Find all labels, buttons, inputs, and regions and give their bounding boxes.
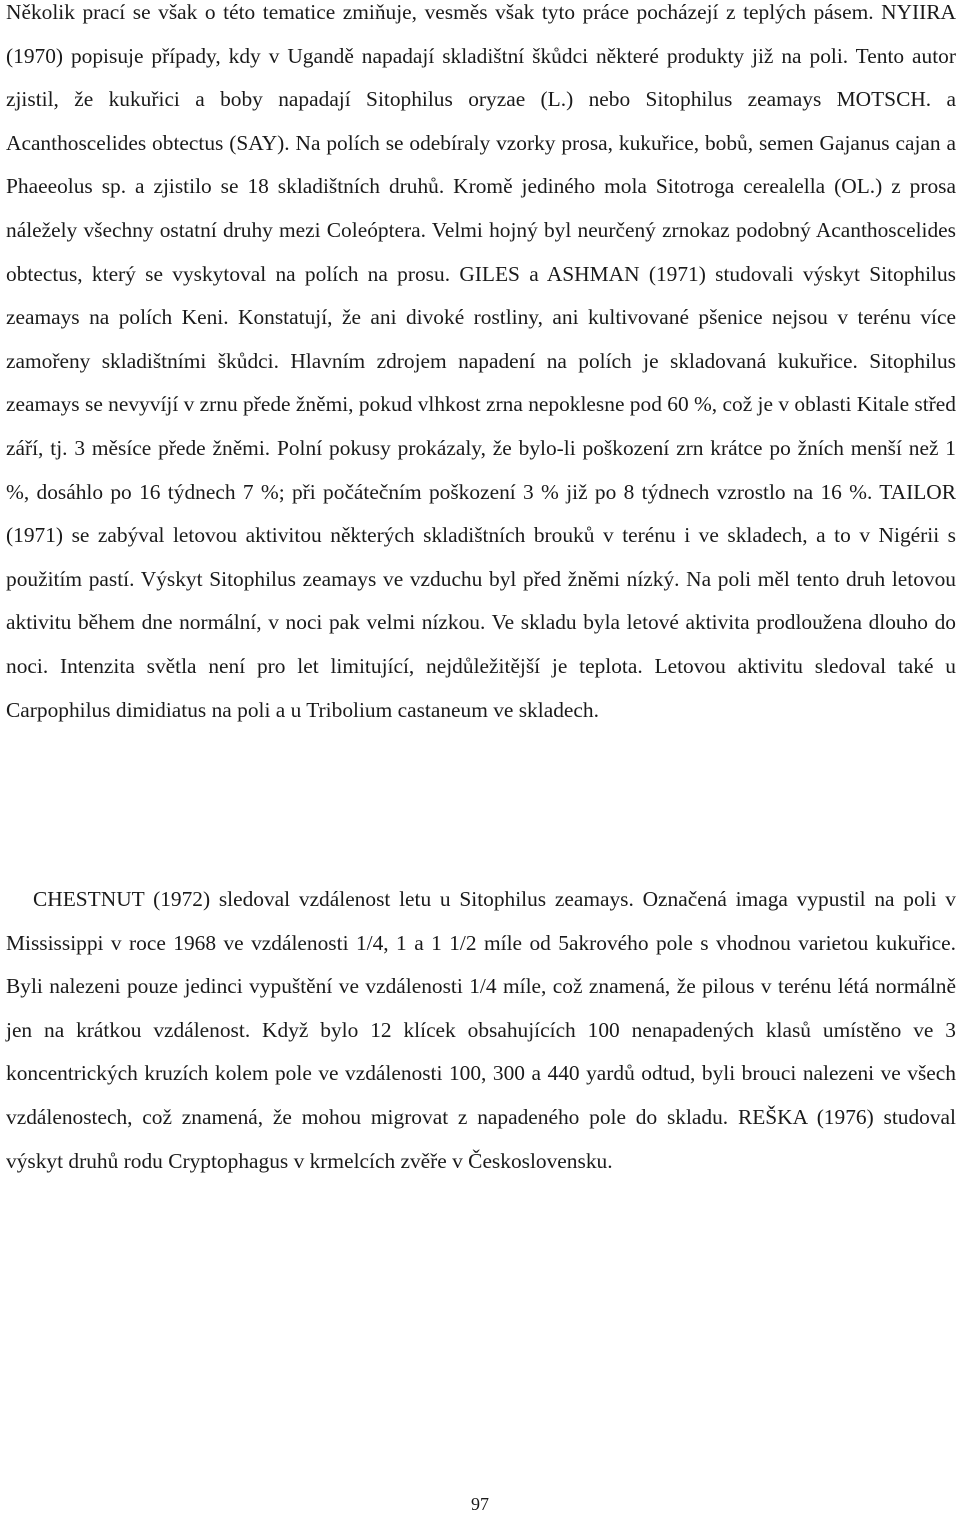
- body-paragraph-1: Několik prací se však o této tematice zmiňuje, vesměs však tyto práce pocházejí z teplých pásem. NYIIRA (1970) popisuje případy, kdy v Ugandě napadají skladištní škůdci některé produkty již na poli. Tento autor zjistil, že kukuřici a boby napadají Sitophilus oryzae (L.) nebo Sitophilus zeamays MOTSCH. a Acanthoscelides obtectus (SAY). Na polích se odebíraly vzorky prosa, kukuřice, bobů, semen Gajanus cajan a Phaeeolus sp. a zjistilo se 18 skladištních druhů. Kromě jediného mola Sitotroga cerealella (OL.) z prosa náležely všechny ostatní druhy mezi Coleóptera. Velmi hojný byl neurčený zrnokaz podobný Acanthoscelides obtectus, který se vyskytoval na polích na prosu. GILES a ASHMAN (1971) studovali výskyt Sitophilus zeamays na polích Keni. Konstatují, že ani divoké rostliny, ani kultivované pšenice nejsou v terénu více zamořeny skladištními škůdci. Hlavním zdrojem napadení na polích je skladovaná kukuřice. Sitophilus zeamays se nevyvíjí v zrnu přede žněmi, pokud vlhkost zrna nepoklesne pod 60 %, což je v oblasti Kitale střed září, tj. 3 měsíce přede žněmi. Polní pokusy prokázaly, že bylo-li poškození zrn krátce po žních menší než 1 %, dosáhlo po 16 týdnech 7 %; při počátečním poškození 3 % již po 8 týdnech vzrostlo na 16 %. TAILOR (1971) se zabýval letovou aktivitou některých skladištních brouků v terénu i ve skladech, a to v Nigérii s použitím pastí. Výskyt Sitophilus zeamays ve vzduchu byl před žněmi nízký. Na poli měl tento druh letovou aktivitu během dne normální, v noci pak velmi nízkou. Ve skladu byla letové aktivita prodloužena dlouho do noci. Intenzita světla není pro let limitující, nejdůležitější je teplota. Letovou aktivitu sledoval také u Carpophilus dimidiatus na poli a u Tribolium castaneum ve skladech.: [6, 0, 956, 722]
- page-number: 97: [471, 1494, 489, 1514]
- body-paragraph-2: CHESTNUT (1972) sledoval vzdálenost letu u Sitophilus zeamays. Označená imaga vypustil na poli v Mississippi v roce 1968 ve vzdálenosti 1/4, 1 a 1 1/2 míle od 5akrového pole s vhodnou varietou kukuřice. Byli nalezeni pouze jedinci vypuštění ve vzdálenosti 1/4 míle, což znamená, že pilous v terénu létá normálně jen na krátkou vzdálenost. Když bylo 12 klícek obsahujících 100 nenapadených klasů umístěno ve 3 koncentrických kruzích kolem pole ve vzdálenosti 100, 300 a 440 yardů odtud, byli brouci nalezeni ve všech vzdálenostech, což znamená, že mohou migrovat z napadeného pole do skladu. REŠKA (1976) studoval výskyt druhů rodu Cryptophagus v krmelcích zvěře v Československu.: [6, 887, 956, 1173]
